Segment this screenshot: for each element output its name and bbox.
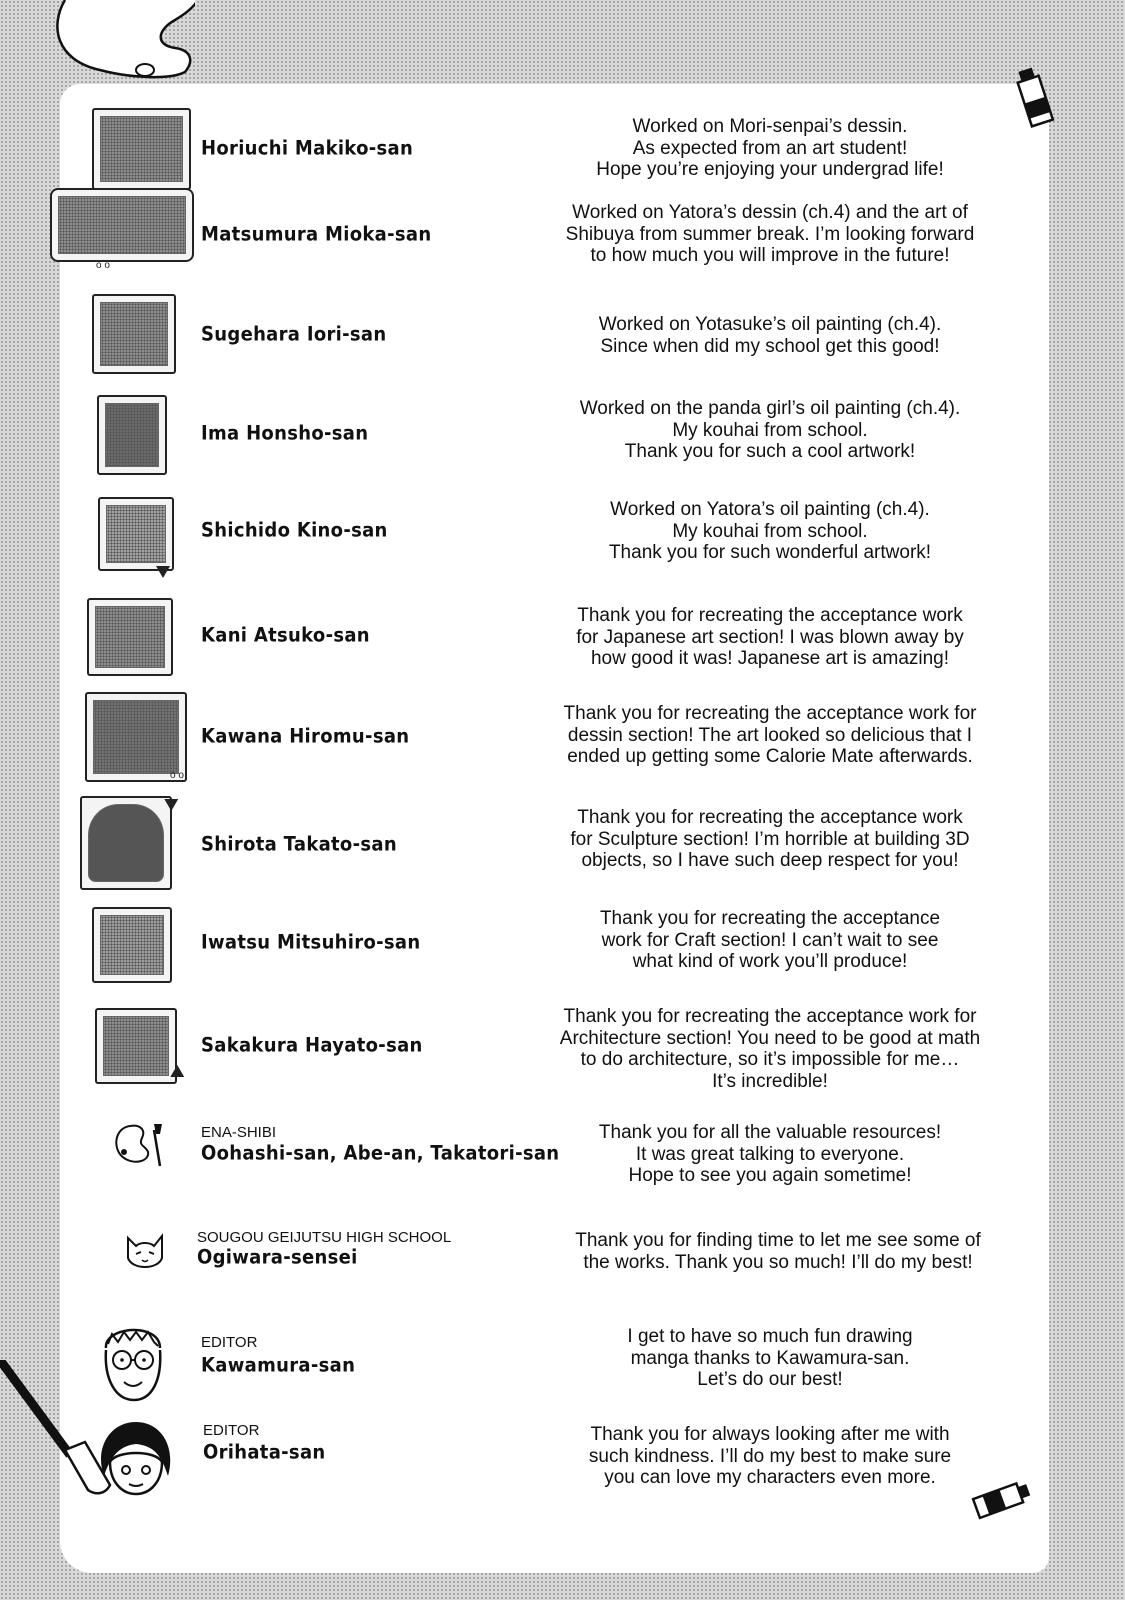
credit-name: Iwatsu Mitsuhiro-san: [201, 931, 421, 955]
credit-name: Horiuchi Makiko-san: [201, 137, 414, 161]
credit-message: Thank you for recreating the acceptance work for Craft section! I can’t wait to see what kind of work you’ll produce!: [599, 908, 941, 972]
credit-message: Thank you for all the valuable resources! It was great talking to everyone. Hope to see you again sometime!: [598, 1122, 942, 1186]
canvas-thumbnail-icon: [95, 1008, 177, 1084]
woman-face-icon: [96, 1418, 176, 1498]
credit-message: Thank you for recreating the acceptance work for Architecture section! You need to be good at math to do architecture, so it’s impossible for me… It’s incredible!: [559, 1006, 981, 1092]
credit-name: Sakakura Hayato-san: [201, 1034, 423, 1058]
credit-message: Thank you for recreating the acceptance work for Japanese art section! I was blown away by how good it was! Japanese art is amazing!: [576, 605, 964, 669]
glasses-man-icon: [96, 1320, 170, 1406]
palette-icon: [110, 1122, 172, 1170]
thought-bubble-icon: o o: [170, 770, 184, 781]
credit-name: Shichido Kino-san: [201, 519, 388, 543]
credit-message: Worked on Yatora’s oil painting (ch.4). My kouhai from school. Thank you for such wonderful artwork!: [608, 499, 932, 563]
canvas-thumbnail-icon: [92, 294, 176, 374]
credit-message: I get to have so much fun drawing manga thanks to Kawamura-san. Let’s do our best!: [627, 1326, 913, 1390]
credit-message: Thank you for recreating the acceptance work for dessin section! The art looked so delicious that I ended up getting some Calorie Mate afterwards.: [563, 703, 977, 767]
credit-message: Thank you for recreating the acceptance work for Sculpture section! I’m horrible at building 3D objects, so I have such deep respect for you!: [570, 807, 970, 871]
credit-name: Kawana Hiromu-san: [201, 725, 410, 749]
credit-message: Thank you for finding time to let me see some of the works. Thank you so much! I’ll do my best!: [575, 1230, 981, 1273]
thought-bubble-icon: o o: [96, 260, 110, 271]
credit-label: EDITOR: [201, 1334, 258, 1351]
canvas-thumbnail-icon: [98, 497, 174, 571]
credit-label: EDITOR: [203, 1422, 260, 1439]
cat-face-icon: [122, 1228, 168, 1274]
palette-corner-icon: [45, 0, 195, 90]
credit-message: Thank you for always looking after me with such kindness. I’ll do my best to make sure you can love my characters even more.: [588, 1424, 952, 1488]
credit-name: Orihata-san: [203, 1441, 326, 1465]
canvas-thumbnail-icon: [92, 108, 191, 190]
credit-name: Ogiwara-sensei: [197, 1246, 358, 1270]
credit-name: Sugehara Iori-san: [201, 323, 387, 347]
credit-message: Worked on Yotasuke’s oil painting (ch.4). Since when did my school get this good!: [598, 314, 942, 357]
credit-label: SOUGOU GEIJUTSU HIGH SCHOOL: [197, 1229, 452, 1246]
credit-name: Kani Atsuko-san: [201, 624, 370, 648]
canvas-thumbnail-icon: [97, 395, 167, 475]
speech-tail-icon: [156, 566, 170, 578]
credit-name: Matsumura Mioka-san: [201, 223, 432, 247]
credit-name: Shirota Takato-san: [201, 833, 397, 857]
credit-name: Oohashi-san, Abe-an, Takatori-san: [201, 1142, 560, 1166]
credit-message: Worked on Mori-senpai’s dessin. As expected from an art student! Hope you’re enjoying your undergrad life!: [596, 116, 944, 180]
credit-message: Worked on Yatora’s dessin (ch.4) and the art of Shibuya from summer break. I’m looking forward to how much you will improve in the future!: [565, 202, 975, 266]
sculpture-thumbnail-icon: [80, 796, 172, 890]
credit-name: Kawamura-san: [201, 1354, 356, 1378]
credit-message: Worked on the panda girl’s oil painting (ch.4). My kouhai from school. Thank you for such a cool artwork!: [579, 398, 961, 462]
canvas-thumbnail-icon: [85, 692, 187, 782]
credit-name: Ima Honsho-san: [201, 422, 369, 446]
canvas-thumbnail-icon: [92, 907, 172, 983]
canvas-thumbnail-icon: [50, 188, 194, 262]
canvas-thumbnail-icon: [87, 598, 173, 676]
credit-label: ENA-SHIBI: [201, 1124, 277, 1141]
